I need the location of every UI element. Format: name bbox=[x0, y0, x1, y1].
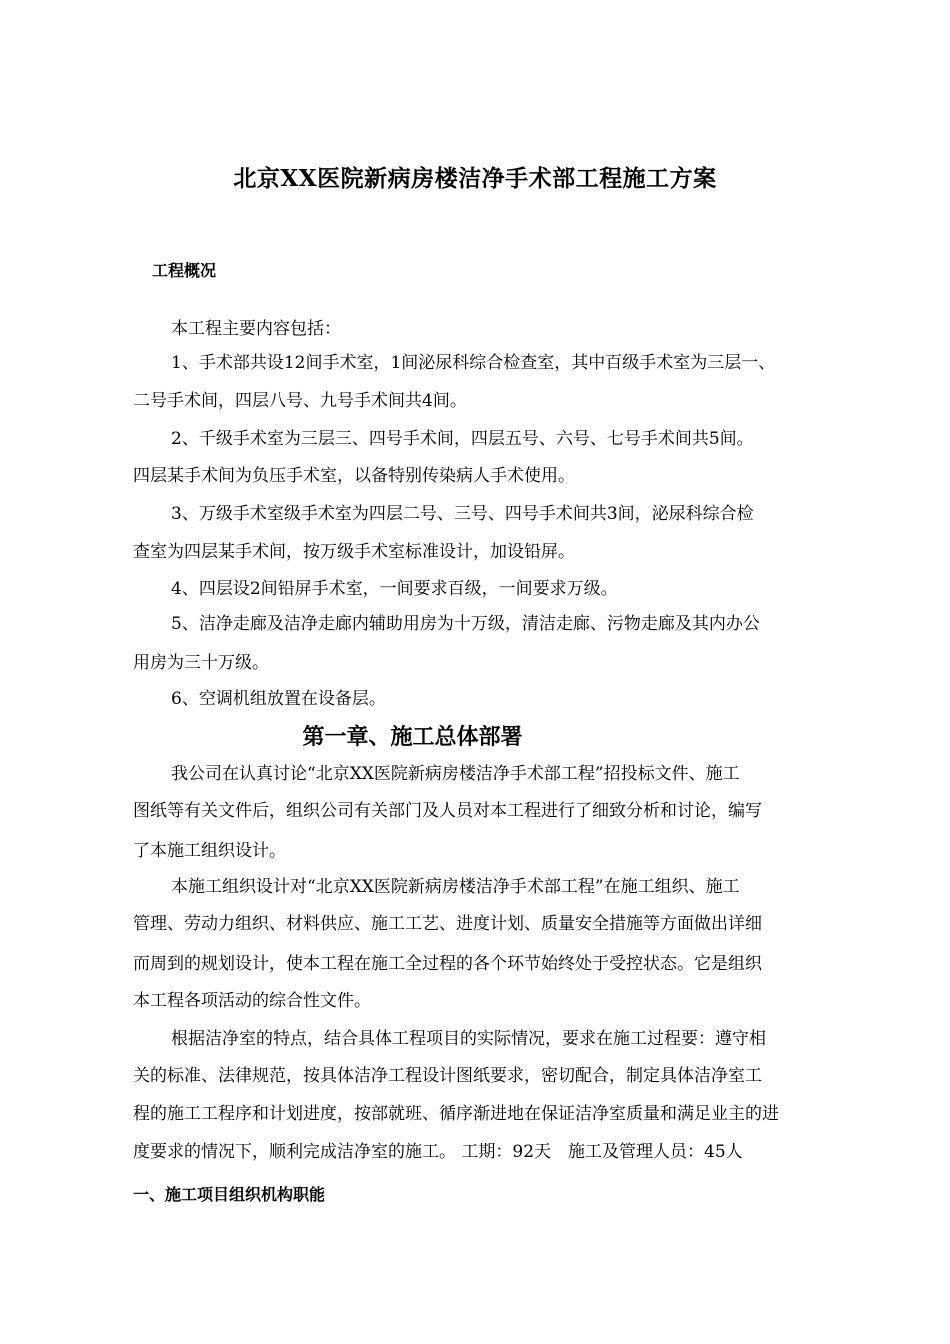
chapter-line: 关的标准、法律规范，按具体洁净工程设计图纸要求，密切配合，制定具体洁净室工 bbox=[133, 1066, 762, 1086]
chapter-line: 本工程各项活动的综合性文件。 bbox=[133, 991, 371, 1011]
overview-line: 查室为四层某手术间，按万级手术室标准设计，加设铅屏。 bbox=[133, 542, 575, 562]
chapter-line: 度要求的情况下，顺利完成洁净室的施工。 工期：92天 施工及管理人员：45人 bbox=[133, 1142, 743, 1162]
document-title: 北京XX医院新病房楼洁净手术部工程施工方案 bbox=[233, 165, 717, 192]
overview-line: 6、空调机组放置在设备层。 bbox=[171, 689, 386, 709]
chapter-line: 图纸等有关文件后，组织公司有关部门及人员对本工程进行了细致分析和讨论，编写 bbox=[133, 801, 762, 821]
overview-line: 1、手术部共设12间手术室，1间泌尿科综合检查室，其中百级手术室为三层一、 bbox=[171, 353, 776, 373]
overview-line: 2、千级手术室为三层三、四号手术间，四层五号、六号、七号手术间共5间。 bbox=[171, 429, 754, 449]
overview-line: 二号手术间，四层八号、九号手术间共4间。 bbox=[133, 391, 467, 411]
overview-line: 5、洁净走廊及洁净走廊内辅助用房为十万级，清洁走廊、污物走廊及其内办公 bbox=[171, 614, 760, 634]
chapter-line: 本施工组织设计对“北京XX医院新病房楼洁净手术部工程”在施工组织、施工 bbox=[171, 877, 740, 897]
chapter-line: 根据洁净室的特点，结合具体工程项目的实际情况，要求在施工过程要：遵守相 bbox=[171, 1029, 766, 1049]
chapter-line: 而周到的规划设计，使本工程在施工全过程的各个环节始终处于受控状态。它是组织 bbox=[133, 954, 762, 974]
chapter-line: 程的施工工程序和计划进度，按部就班、循序渐进地在保证洁净室质量和满足业主的进 bbox=[133, 1104, 779, 1124]
overview-line: 3、万级手术室级手术室为四层二号、三号、四号手术间共3间，泌尿科综合检 bbox=[171, 504, 754, 524]
overview-line: 本工程主要内容包括： bbox=[171, 319, 341, 339]
overview-line: 用房为三十万级。 bbox=[133, 653, 269, 673]
section-heading: 一、施工项目组织机构职能 bbox=[133, 1185, 326, 1204]
overview-line: 四层某手术间为负压手术室，以备特别传染病人手术使用。 bbox=[133, 466, 575, 486]
overview-line: 4、四层设2间铅屏手术室，一间要求百级，一间要求万级。 bbox=[171, 579, 618, 599]
chapter-title: 第一章、施工总体部署 bbox=[302, 725, 523, 750]
chapter-line: 了本施工组织设计。 bbox=[133, 841, 286, 861]
overview-heading: 工程概况 bbox=[152, 261, 217, 280]
chapter-line: 管理、劳动力组织、材料供应、施工工艺、进度计划、质量安全措施等方面做出详细 bbox=[133, 914, 762, 934]
chapter-line: 我公司在认真讨论“北京XX医院新病房楼洁净手术部工程”招投标文件、施工 bbox=[171, 764, 740, 784]
